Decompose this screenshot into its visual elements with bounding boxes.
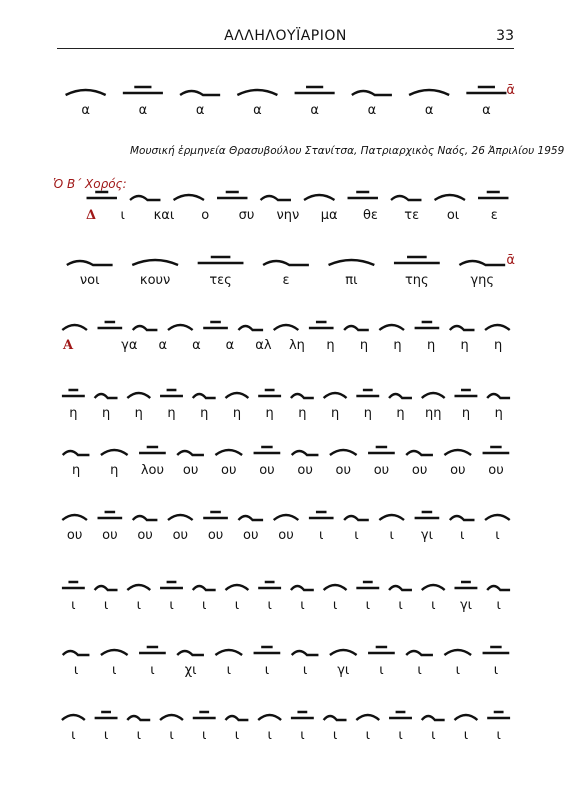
- lyric-syllable: α: [482, 103, 491, 118]
- neume-row: [80, 170, 515, 208]
- lyric-syllable: λου: [140, 463, 165, 478]
- score-line: [57, 425, 515, 485]
- neume-symbol: [379, 515, 404, 520]
- neume-symbol: [406, 651, 433, 655]
- neume-symbol: [485, 515, 510, 520]
- neume-symbol: [261, 196, 291, 200]
- lyric-syllable: η: [393, 338, 402, 353]
- neume-symbol: [63, 651, 90, 655]
- lyric-syllable: ι: [264, 663, 270, 678]
- neume-symbol: [324, 716, 347, 720]
- initial-letter: Α: [62, 338, 74, 353]
- neume-symbol: [160, 715, 183, 720]
- lyric-syllable: η: [101, 406, 111, 421]
- lyric-syllable: ι: [389, 528, 394, 543]
- lyric-syllable: ι: [136, 728, 141, 743]
- score-line: [57, 625, 515, 685]
- lyric-syllable: η: [298, 406, 307, 421]
- lyric-syllable: α: [81, 103, 90, 118]
- lyric-syllable: ου: [172, 528, 189, 543]
- lyric-syllable: η: [330, 406, 340, 421]
- lyric-syllable: ι: [496, 728, 501, 743]
- neume-symbol: [254, 447, 281, 453]
- neume-symbol: [379, 325, 404, 330]
- neume-symbol: [168, 515, 193, 520]
- lyric-syllable: ι: [112, 663, 117, 678]
- neume-symbol: [101, 650, 128, 655]
- neume-row: [57, 368, 515, 406]
- lyric-syllable: ου: [450, 463, 466, 478]
- neume-symbol: [409, 90, 449, 95]
- neume-symbol: [454, 582, 477, 588]
- lyric-syllable: η: [200, 406, 209, 421]
- martyria-sign: ᾱ: [506, 83, 515, 98]
- neume-symbol: [127, 585, 150, 590]
- neume-symbol: [123, 87, 163, 93]
- lyric-syllable: ι: [354, 528, 359, 543]
- lyric-syllable: ου: [297, 463, 313, 478]
- lyric-syllable: της: [404, 273, 429, 288]
- lyric-syllable: ε: [490, 208, 498, 223]
- neume-symbol: [454, 715, 477, 720]
- neume-symbol: [406, 451, 433, 455]
- score-line: [57, 560, 515, 620]
- lyric-syllable: ι: [300, 728, 305, 743]
- lyric-syllable: α: [310, 103, 319, 118]
- lyric-syllable: ι: [431, 728, 436, 743]
- neume-symbol: [487, 394, 510, 398]
- lyric-syllable: ι: [300, 598, 305, 613]
- neume-symbol: [62, 390, 85, 396]
- neume-symbol: [95, 394, 118, 398]
- neume-symbol: [193, 712, 216, 718]
- lyric-syllable: οι: [446, 208, 460, 223]
- lyric-syllable: γι: [337, 663, 350, 678]
- neume-symbol: [391, 196, 421, 200]
- neume-symbol: [291, 712, 314, 718]
- lyrics-row: [57, 528, 515, 548]
- lyric-syllable: ι: [398, 728, 403, 743]
- neume-row: [57, 560, 515, 598]
- lyric-syllable: νην: [276, 208, 300, 223]
- lyric-syllable: ου: [243, 528, 259, 543]
- lyric-syllable: ι: [463, 728, 469, 743]
- neume-symbol: [160, 390, 183, 396]
- neume-symbol: [394, 257, 440, 263]
- neume-symbol: [422, 716, 445, 720]
- neume-symbol: [87, 192, 117, 198]
- lyrics-row: [57, 103, 515, 123]
- neume-symbol: [127, 716, 150, 720]
- lyric-syllable: γι: [420, 528, 433, 543]
- neume-symbol: [389, 712, 412, 718]
- neume-symbol: [258, 582, 281, 588]
- lyric-syllable: α: [158, 338, 168, 353]
- page-number: 33: [496, 28, 514, 44]
- lyric-syllable: η: [69, 406, 78, 421]
- score-line: [57, 235, 515, 295]
- lyric-syllable: τες: [209, 273, 232, 288]
- neume-symbol: [389, 586, 412, 590]
- lyric-syllable: ε: [282, 273, 290, 288]
- lyric-syllable: ου: [278, 528, 294, 543]
- neume-row: [57, 235, 515, 273]
- lyric-syllable: ι: [365, 728, 371, 743]
- neume-symbol: [237, 90, 277, 95]
- neume-symbol: [62, 715, 85, 720]
- page-title: ΑΛΛΗΛΟΥΪΑΡΙΟΝ: [224, 28, 347, 44]
- choir-label: Ὁ Β΄ Χορός:: [53, 177, 127, 191]
- lyric-syllable: ι: [319, 528, 324, 543]
- neume-symbol: [356, 715, 379, 720]
- neume-row: [57, 65, 515, 103]
- lyric-syllable: α: [195, 103, 205, 118]
- lyric-syllable: ου: [102, 528, 118, 543]
- lyric-syllable: ου: [335, 463, 352, 478]
- lyric-syllable: ι: [71, 728, 76, 743]
- neume-symbol: [330, 450, 357, 455]
- neume-symbol: [466, 87, 506, 93]
- neume-symbol: [174, 195, 204, 200]
- neume-symbol: [329, 260, 375, 265]
- lyric-syllable: η: [460, 338, 469, 353]
- lyric-syllable: η: [396, 406, 405, 421]
- lyric-syllable: ι: [234, 598, 240, 613]
- lyric-syllable: ι: [136, 598, 141, 613]
- lyric-syllable: ι: [332, 728, 338, 743]
- neume-symbol: [130, 196, 160, 200]
- neume-symbol: [324, 393, 347, 398]
- lyric-syllable: ι: [398, 598, 403, 613]
- neume-symbol: [487, 712, 510, 718]
- page-header: [57, 28, 514, 46]
- lyrics-row: [57, 463, 515, 483]
- neume-symbol: [62, 325, 87, 330]
- lyrics-row: [57, 663, 515, 683]
- neume-symbol: [485, 325, 510, 330]
- score-line: [57, 368, 515, 428]
- lyric-syllable: ι: [417, 663, 422, 678]
- lyric-syllable: ι: [332, 598, 338, 613]
- neume-row: [57, 425, 515, 463]
- neume-symbol: [254, 647, 281, 653]
- neume-row: [57, 490, 515, 528]
- neume-symbol: [295, 87, 335, 93]
- neume-symbol: [292, 651, 319, 655]
- lyric-syllable: μα: [320, 208, 338, 223]
- neume-symbol: [98, 512, 123, 518]
- neume-symbol: [215, 450, 242, 455]
- neume-symbol: [344, 516, 369, 520]
- lyric-syllable: τε: [404, 208, 420, 223]
- neume-symbol: [344, 326, 369, 330]
- lyrics-row: [57, 598, 515, 618]
- neume-symbol: [62, 582, 85, 588]
- neume-symbol: [95, 586, 118, 590]
- neume-symbol: [435, 195, 465, 200]
- header-rule: [57, 48, 514, 49]
- martyria-sign: ᾱ: [506, 253, 515, 268]
- neume-symbol: [160, 582, 183, 588]
- neume-symbol: [139, 447, 166, 453]
- neume-symbol: [62, 515, 87, 520]
- neume-symbol: [180, 91, 220, 95]
- neume-symbol: [422, 393, 445, 398]
- lyric-syllable: η: [359, 338, 369, 353]
- neume-symbol: [487, 586, 510, 590]
- neume-symbol: [217, 192, 247, 198]
- lyric-syllable: η: [461, 406, 471, 421]
- neume-symbol: [168, 325, 193, 330]
- lyrics-row: [80, 208, 515, 228]
- lyric-syllable: ου: [182, 463, 199, 478]
- score-line: [57, 65, 515, 125]
- lyric-syllable: ου: [207, 528, 224, 543]
- neume-symbol: [274, 515, 299, 520]
- neume-symbol: [177, 651, 204, 655]
- neume-symbol: [66, 90, 106, 95]
- lyric-syllable: ι: [496, 598, 501, 613]
- lyric-syllable: ι: [120, 208, 125, 223]
- lyric-syllable: ου: [488, 463, 504, 478]
- lyric-syllable: η: [71, 463, 81, 478]
- neume-symbol: [483, 647, 510, 653]
- neume-symbol: [352, 91, 392, 95]
- lyric-syllable: πι: [345, 273, 358, 288]
- neume-symbol: [459, 261, 505, 265]
- neume-symbol: [478, 192, 508, 198]
- lyric-syllable: ηη: [425, 406, 442, 421]
- lyric-syllable: α: [253, 103, 262, 118]
- neume-symbol: [193, 586, 216, 590]
- lyric-syllable: ι: [267, 728, 272, 743]
- lyric-syllable: και: [153, 208, 175, 223]
- neume-symbol: [132, 260, 178, 265]
- neume-symbol: [198, 257, 244, 263]
- lyric-syllable: ου: [373, 463, 390, 478]
- lyric-syllable: ι: [267, 598, 272, 613]
- lyric-syllable: ι: [103, 598, 109, 613]
- neume-symbol: [203, 512, 228, 518]
- lyric-syllable: ι: [150, 663, 155, 678]
- neume-symbol: [291, 394, 314, 398]
- lyric-syllable: γα: [121, 338, 138, 353]
- neume-row: [57, 300, 515, 338]
- lyrics-row: [57, 273, 515, 293]
- neume-symbol: [225, 585, 248, 590]
- lyrics-row: [57, 338, 515, 358]
- neume-symbol: [238, 516, 263, 520]
- lyric-syllable: α: [424, 103, 434, 118]
- neume-symbol: [203, 322, 228, 328]
- neume-symbol: [324, 585, 347, 590]
- score-line: [57, 690, 515, 750]
- neume-symbol: [225, 393, 248, 398]
- neume-symbol: [309, 322, 334, 328]
- neume-symbol: [348, 192, 378, 198]
- neume-symbol: [450, 516, 475, 520]
- lyric-syllable: λη: [288, 338, 305, 353]
- lyric-syllable: ι: [202, 598, 207, 613]
- lyric-syllable: η: [363, 406, 372, 421]
- score-line: [57, 300, 515, 360]
- lyric-syllable: γης: [470, 273, 495, 288]
- neume-symbol: [67, 261, 113, 265]
- neume-symbol: [274, 325, 299, 330]
- lyric-syllable: [79, 338, 113, 358]
- lyric-syllable: νοι: [79, 273, 100, 288]
- neume-symbol: [263, 261, 309, 265]
- lyric-syllable: η: [494, 406, 503, 421]
- neume-symbol: [225, 716, 248, 720]
- neume-symbol: [177, 451, 204, 455]
- neume-symbol: [63, 451, 90, 455]
- lyric-syllable: κουν: [139, 273, 171, 288]
- neume-symbol: [292, 451, 319, 455]
- lyric-syllable: η: [232, 406, 242, 421]
- neume-symbol: [368, 447, 395, 453]
- neume-row: [57, 690, 515, 728]
- neume-symbol: [95, 712, 118, 718]
- neume-symbol: [389, 394, 412, 398]
- lyric-syllable: ου: [137, 528, 153, 543]
- lyric-syllable: ι: [73, 663, 79, 678]
- neume-symbol: [238, 326, 263, 330]
- neume-symbol: [450, 326, 475, 330]
- lyric-syllable: η: [167, 406, 176, 421]
- neume-row: [57, 625, 515, 663]
- lyric-syllable: ου: [221, 463, 237, 478]
- lyric-syllable: η: [134, 406, 143, 421]
- lyric-syllable: ι: [493, 663, 499, 678]
- neume-symbol: [98, 322, 123, 328]
- neume-symbol: [304, 195, 334, 200]
- neume-symbol: [356, 390, 379, 396]
- lyric-syllable: ου: [259, 463, 275, 478]
- lyric-syllable: ι: [169, 598, 174, 613]
- score-line: [57, 490, 515, 550]
- lyric-syllable: ι: [169, 728, 174, 743]
- neume-symbol: [291, 586, 314, 590]
- neume-symbol: [193, 394, 216, 398]
- neume-symbol: [368, 647, 395, 653]
- lyrics-row: [57, 406, 515, 426]
- lyric-syllable: η: [426, 338, 436, 353]
- lyric-syllable: ι: [379, 663, 384, 678]
- lyric-syllable: α: [138, 103, 148, 118]
- lyric-syllable: αλ: [255, 338, 272, 353]
- neume-symbol: [133, 326, 158, 330]
- lyric-syllable: ο: [201, 208, 210, 223]
- lyric-syllable: η: [326, 338, 335, 353]
- lyric-syllable: ι: [226, 663, 231, 678]
- lyric-syllable: η: [494, 338, 503, 353]
- lyric-syllable: ι: [302, 663, 308, 678]
- neume-symbol: [127, 393, 150, 398]
- lyric-syllable: α: [367, 103, 377, 118]
- performance-credit: Μουσική ἑρμηνεία Θρασυβούλου Στανίτσα, Πατριαρχικὸς Ναός, 26 Ἀπριλίου 1959: [130, 145, 565, 157]
- lyric-syllable: θε: [362, 208, 378, 223]
- lyric-syllable: α: [225, 338, 235, 353]
- neume-symbol: [415, 322, 440, 328]
- neume-symbol: [454, 390, 477, 396]
- lyric-syllable: ι: [459, 528, 465, 543]
- neume-symbol: [215, 650, 242, 655]
- neume-symbol: [258, 715, 281, 720]
- initial-letter: Δ: [85, 208, 97, 223]
- score-line: [80, 170, 515, 230]
- lyric-syllable: ι: [365, 598, 371, 613]
- neume-symbol: [133, 516, 158, 520]
- lyric-syllable: η: [265, 406, 274, 421]
- lyric-syllable: ου: [66, 528, 83, 543]
- lyric-syllable: ι: [234, 728, 240, 743]
- lyric-syllable: ι: [431, 598, 436, 613]
- lyric-syllable: ι: [455, 663, 460, 678]
- neume-symbol: [483, 447, 510, 453]
- lyric-syllable: ι: [71, 598, 76, 613]
- lyric-syllable: ι: [103, 728, 109, 743]
- neume-symbol: [330, 650, 357, 655]
- neume-symbol: [444, 450, 471, 455]
- lyric-syllable: η: [110, 463, 119, 478]
- neume-symbol: [356, 582, 379, 588]
- neume-symbol: [444, 650, 471, 655]
- neume-symbol: [415, 512, 440, 518]
- lyric-syllable: συ: [238, 208, 255, 223]
- lyrics-row: [57, 728, 515, 748]
- neume-symbol: [101, 450, 128, 455]
- lyric-syllable: χι: [184, 663, 197, 678]
- lyric-syllable: ου: [411, 463, 428, 478]
- neume-symbol: [422, 585, 445, 590]
- neume-symbol: [309, 512, 334, 518]
- lyric-syllable: α: [192, 338, 201, 353]
- neume-symbol: [139, 647, 166, 653]
- neume-symbol: [258, 390, 281, 396]
- lyric-syllable: ι: [495, 528, 500, 543]
- lyric-syllable: γι: [459, 598, 473, 613]
- lyric-syllable: ι: [202, 728, 207, 743]
